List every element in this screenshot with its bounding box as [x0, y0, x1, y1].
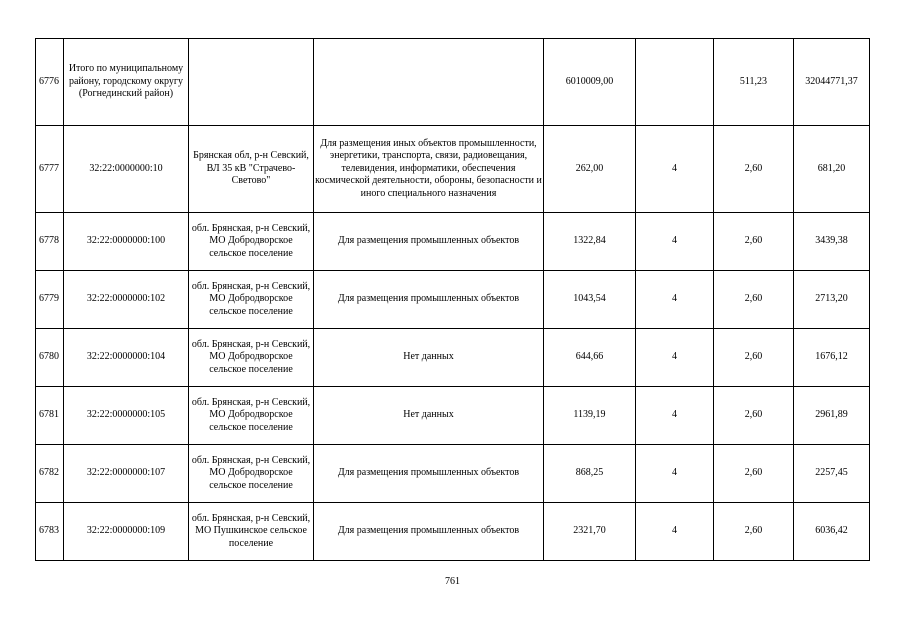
area: 1043,54: [544, 271, 636, 329]
table-row: [36, 445, 870, 503]
rate: 2,60: [714, 387, 794, 445]
rate: 2,60: [714, 329, 794, 387]
permitted-use: Для размещения иных объектов промышленности, энергетики, транспорта, связи, радиовещания, телевидения, информатики, обеспечения космической деятельности, обороны, безопасности и иного специального назначения: [314, 126, 544, 213]
cadastral-number: 32:22:0000000:109: [64, 503, 189, 561]
row-number: 6781: [36, 387, 64, 445]
address: обл. Брянская, р-н Севский, МО Пушкинское сельское поселение: [189, 503, 314, 561]
category: 4: [636, 213, 714, 271]
address: [189, 39, 314, 126]
rate: 2,60: [714, 126, 794, 213]
table-row: [36, 271, 870, 329]
cadastral-value-table: [35, 38, 870, 561]
cadastral-value: 2257,45: [794, 445, 870, 503]
category: 4: [636, 329, 714, 387]
category: 4: [636, 445, 714, 503]
row-number: 6783: [36, 503, 64, 561]
category: [636, 39, 714, 126]
permitted-use: Для размещения промышленных объектов: [314, 213, 544, 271]
row-number: 6779: [36, 271, 64, 329]
cadastral-number: 32:22:0000000:10: [64, 126, 189, 213]
row-number: 6777: [36, 126, 64, 213]
table-row: [36, 387, 870, 445]
row-number: 6780: [36, 329, 64, 387]
table-row: [36, 329, 870, 387]
category: 4: [636, 126, 714, 213]
permitted-use: Для размещения промышленных объектов: [314, 271, 544, 329]
permitted-use: Нет данных: [314, 387, 544, 445]
category: 4: [636, 387, 714, 445]
address: обл. Брянская, р-н Севский, МО Добродворское сельское поселение: [189, 213, 314, 271]
row-number: 6778: [36, 213, 64, 271]
address: обл. Брянская, р-н Севский, МО Добродворское сельское поселение: [189, 329, 314, 387]
address: обл. Брянская, р-н Севский, МО Добродворское сельское поселение: [189, 387, 314, 445]
address: Брянская обл, р-н Севский, ВЛ 35 кВ "Страчево-Светово": [189, 126, 314, 213]
area: 6010009,00: [544, 39, 636, 126]
permitted-use: Для размещения промышленных объектов: [314, 503, 544, 561]
area: 2321,70: [544, 503, 636, 561]
address: обл. Брянская, р-н Севский, МО Добродворское сельское поселение: [189, 445, 314, 503]
area: 644,66: [544, 329, 636, 387]
area: 262,00: [544, 126, 636, 213]
rate: 2,60: [714, 213, 794, 271]
cadastral-value: 2713,20: [794, 271, 870, 329]
rate: 2,60: [714, 445, 794, 503]
cadastral-number: 32:22:0000000:107: [64, 445, 189, 503]
address: обл. Брянская, р-н Севский, МО Добродворское сельское поселение: [189, 271, 314, 329]
area: 1322,84: [544, 213, 636, 271]
table-row: [36, 213, 870, 271]
cadastral-number: 32:22:0000000:102: [64, 271, 189, 329]
cadastral-number: 32:22:0000000:100: [64, 213, 189, 271]
row-number: 6782: [36, 445, 64, 503]
rate: 511,23: [714, 39, 794, 126]
cadastral-value: 681,20: [794, 126, 870, 213]
row-number: 6776: [36, 39, 64, 126]
permitted-use: Для размещения промышленных объектов: [314, 445, 544, 503]
permitted-use: [314, 39, 544, 126]
cadastral-value: 6036,42: [794, 503, 870, 561]
cadastral-number: Итого по муниципальному району, городскому округу (Рогнединский район): [64, 39, 189, 126]
cadastral-value: 32044771,37: [794, 39, 870, 126]
rate: 2,60: [714, 503, 794, 561]
category: 4: [636, 271, 714, 329]
table-row: [36, 39, 870, 126]
rate: 2,60: [714, 271, 794, 329]
cadastral-number: 32:22:0000000:104: [64, 329, 189, 387]
cadastral-value: 2961,89: [794, 387, 870, 445]
area: 868,25: [544, 445, 636, 503]
category: 4: [636, 503, 714, 561]
cadastral-value: 1676,12: [794, 329, 870, 387]
area: 1139,19: [544, 387, 636, 445]
table-row: [36, 126, 870, 213]
page-number: 761: [445, 576, 460, 587]
table-row: [36, 503, 870, 561]
cadastral-value: 3439,38: [794, 213, 870, 271]
permitted-use: Нет данных: [314, 329, 544, 387]
cadastral-number: 32:22:0000000:105: [64, 387, 189, 445]
